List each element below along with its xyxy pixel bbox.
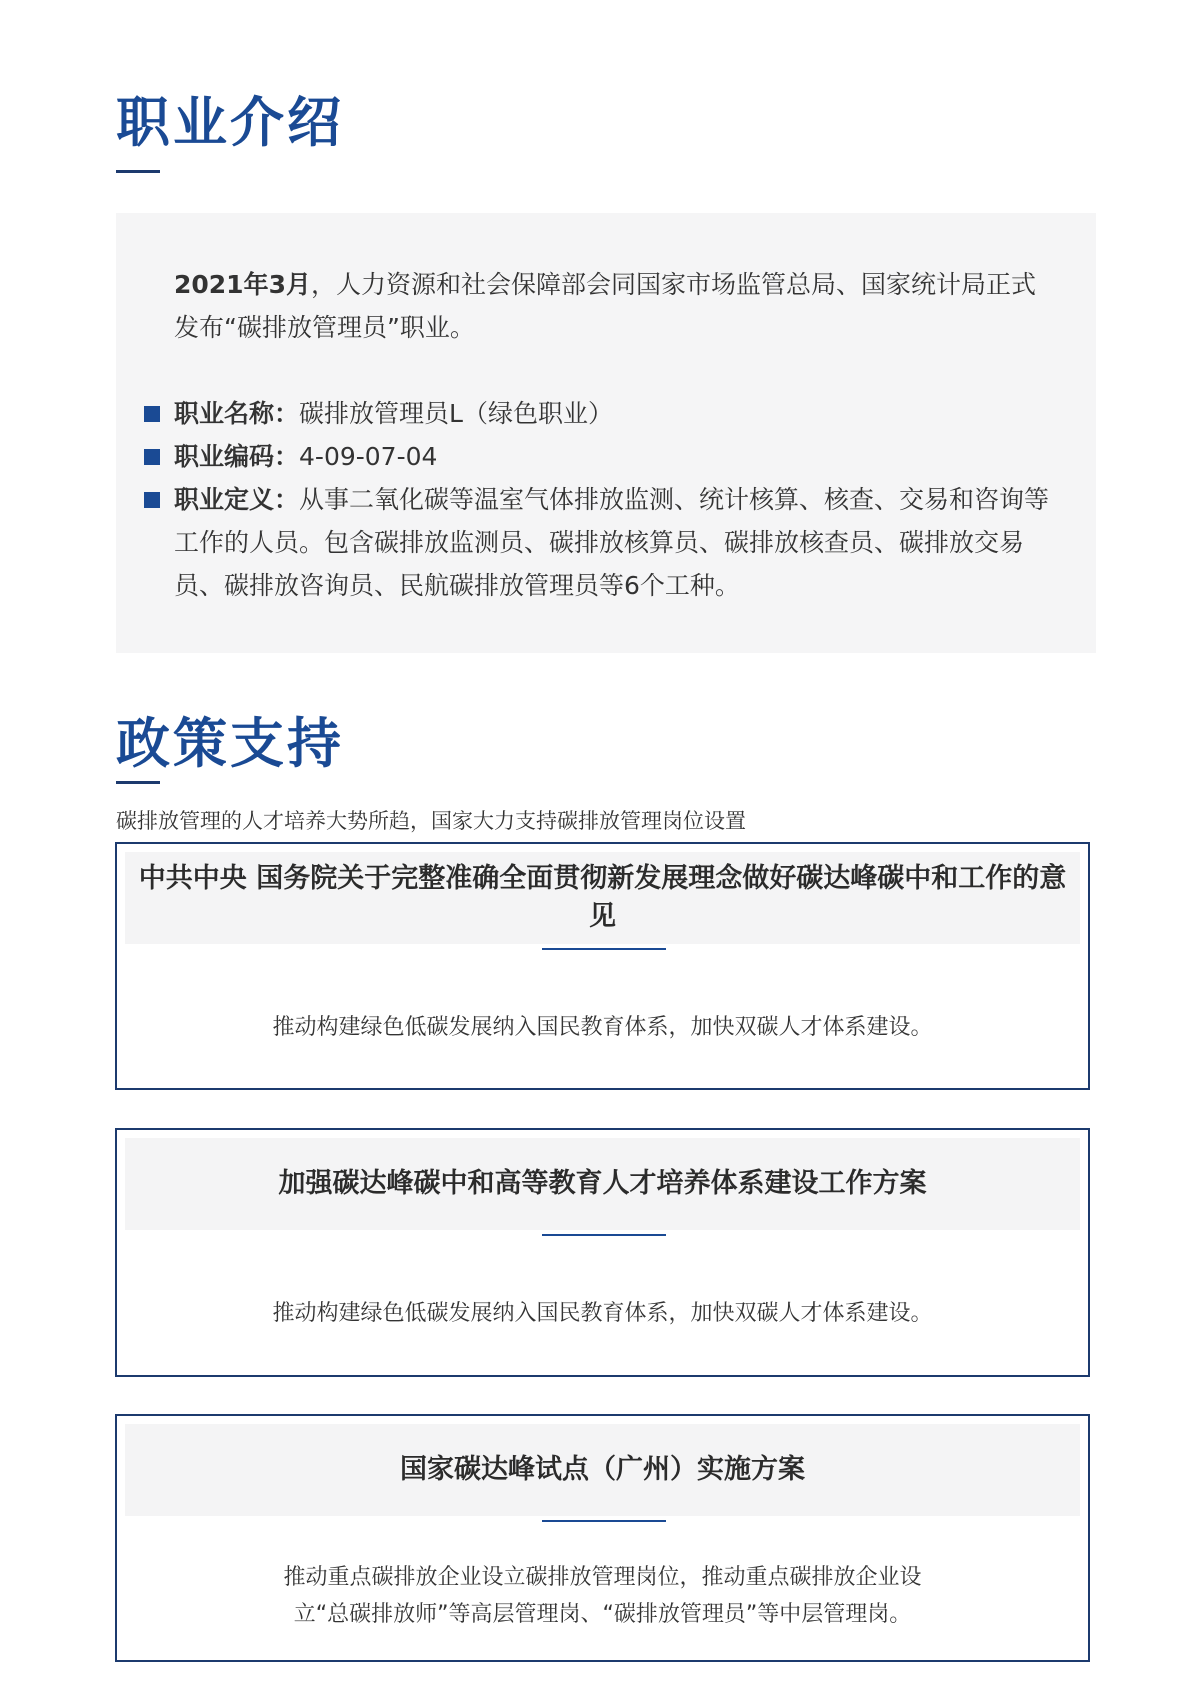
square-bullet-icon [144, 492, 160, 508]
intro-box [116, 213, 1096, 653]
intro-lead-date: 2021年3月 [174, 270, 311, 299]
intro-definition-list [144, 392, 1056, 607]
policy-section-title: 政策支持 [116, 712, 344, 775]
intro-lead-text: ，人力资源和社会保障部会同国家市场监管总局、国家统计局正式发布“碳排放管理员”职业。 [174, 270, 1036, 342]
item-value: 从事二氧化碳等温室气体排放监测、统计核算、核查、交易和咨询等工作的人员。包含碳排放监测员、碳排放核算员、碳排放核查员、碳排放交易员、碳排放咨询员、民航碳排放管理员等6个工种。 [174, 485, 1050, 600]
policy-card [115, 1414, 1090, 1662]
item-label: 职业名称： [174, 399, 300, 428]
policy-card-divider [542, 1520, 666, 1522]
list-item [144, 392, 1056, 435]
policy-card [115, 1128, 1090, 1377]
policy-card-divider [542, 1234, 666, 1236]
item-value: 4-09-07-04 [299, 442, 438, 471]
policy-card-body: 推动重点碳排放企业设立碳排放管理岗位，推动重点碳排放企业设立“总碳排放师”等高层管理岗、“碳排放管理员”等中层管理岗。 [283, 1565, 922, 1627]
square-bullet-icon [144, 406, 160, 422]
policy-card-title: 中共中央 国务院关于完整准确全面贯彻新发展理念做好碳达峰碳中和工作的意见 [125, 852, 1080, 944]
policy-card-title: 国家碳达峰试点（广州）实施方案 [125, 1424, 1080, 1516]
item-value: 碳排放管理员L（绿色职业） [299, 399, 613, 428]
policy-card-divider [542, 948, 666, 950]
list-item [144, 435, 1056, 478]
intro-title-underline [116, 170, 160, 173]
item-label: 职业编码： [174, 442, 300, 471]
policy-card-body: 推动构建绿色低碳发展纳入国民教育体系，加快双碳人才体系建设。 [272, 1015, 933, 1040]
policy-card-title: 加强碳达峰碳中和高等教育人才培养体系建设工作方案 [125, 1138, 1080, 1230]
item-label: 职业定义： [174, 485, 300, 514]
intro-lead-paragraph [174, 263, 1056, 349]
policy-card [115, 842, 1090, 1090]
square-bullet-icon [144, 449, 160, 465]
list-item [144, 478, 1056, 607]
intro-section-title: 职业介绍 [116, 91, 344, 154]
policy-subtitle: 碳排放管理的人才培养大势所趋，国家大力支持碳排放管理岗位设置 [116, 809, 746, 833]
policy-card-body: 推动构建绿色低碳发展纳入国民教育体系，加快双碳人才体系建设。 [272, 1301, 933, 1326]
policy-title-underline [116, 781, 160, 784]
